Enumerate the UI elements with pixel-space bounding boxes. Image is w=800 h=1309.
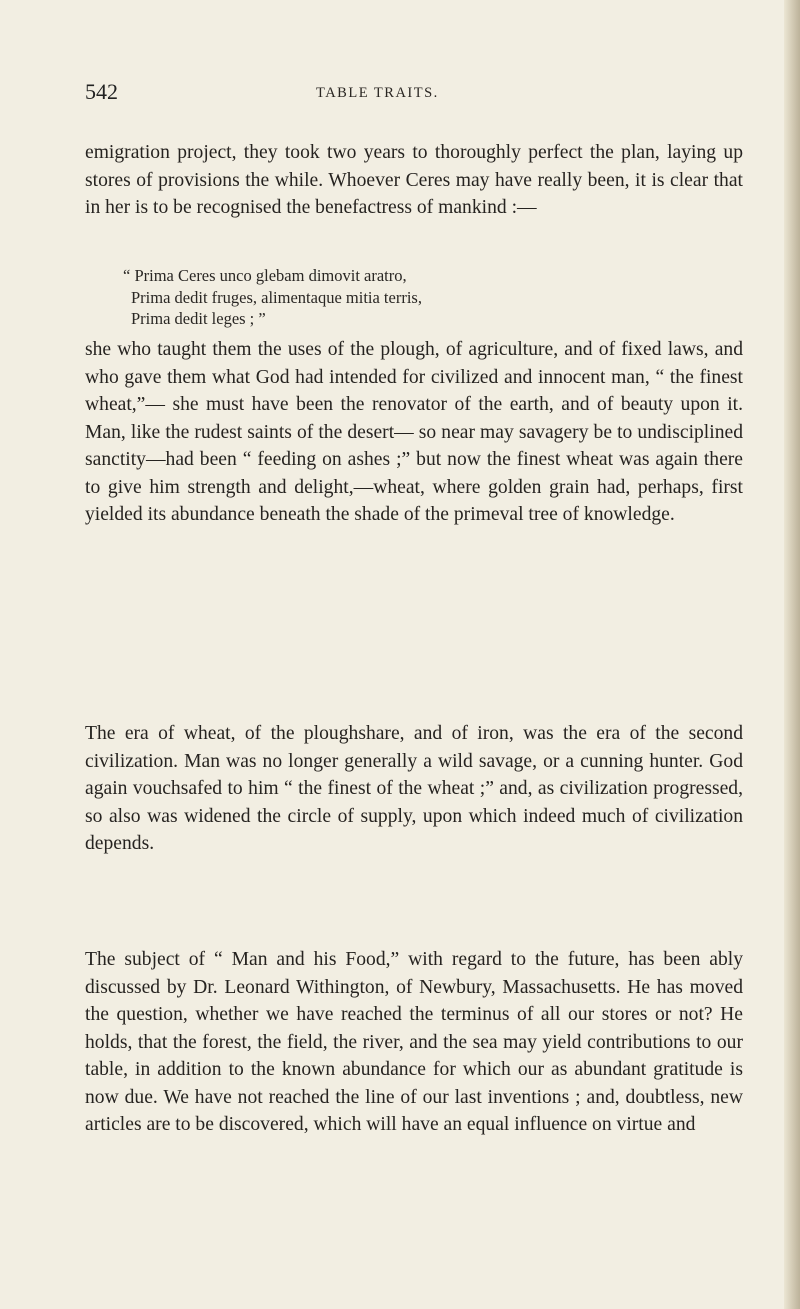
page-edge-shadow (784, 0, 800, 1309)
latin-quotation (123, 265, 683, 330)
quote-line: Prima dedit fruges, alimentaque mitia terris, (131, 287, 422, 307)
paragraph-1 (85, 139, 743, 222)
quote-line: Prima dedit leges ; ” (131, 309, 266, 328)
paragraph-text: The era of wheat, of the ploughshare, and of iron, was the era of the second civilization. Man was no longer generally a wild savage, or a cunning hunter. God again vouchsafed to him “ the finest of the wheat ;” and, as civilization progressed, so also was widened the circle of supply, upon which indeed much of civilization depends. (85, 723, 743, 854)
paragraph-text: she who taught them the uses of the plough, of agriculture, and of fixed laws, and who gave them what God had intended for civilized and innocent man, “ the finest wheat,”— she must have been the renovator of the earth, and of beauty upon it. Man, like the rudest saints of the desert— so near may savagery be to undisciplined sanctity—had been “ feeding on ashes ;” but now the finest wheat was again there to give him strength and delight,—wheat, where golden grain had, perhaps, first yielded its abundance beneath the shade of the primeval tree of knowledge. (85, 339, 743, 525)
paragraph-3 (85, 720, 743, 858)
quote-line: “ Prima Ceres unco glebam dimovit aratro, (123, 266, 407, 285)
page-header (0, 79, 800, 109)
page-number: 542 (85, 79, 118, 104)
paragraph-4 (85, 946, 743, 1139)
paragraph-text: The subject of “ Man and his Food,” with regard to the future, has been ably discussed by Dr. Leonard Withington, of Newbury, Massachusetts. He has moved the question, whether we have reached the terminus of all our stores or not? He holds, that the forest, the field, the river, and the sea may yield contributions to our table, in addition to the known abundance for which our as abundant gratitude is now due. We have not reached the line of our last inventions ; and, doubtless, new articles are to be discovered, which will have an equal influence on virtue and (85, 949, 743, 1135)
paragraph-text: emigration project, they took two years to thoroughly perfect the plan, laying up stores of provisions the while. Whoever Ceres may have really been, it is clear that in her is to be recognised the benefactress of mankind :— (85, 142, 743, 218)
paragraph-2 (85, 336, 743, 529)
running-title: TABLE TRAITS. (316, 85, 439, 101)
